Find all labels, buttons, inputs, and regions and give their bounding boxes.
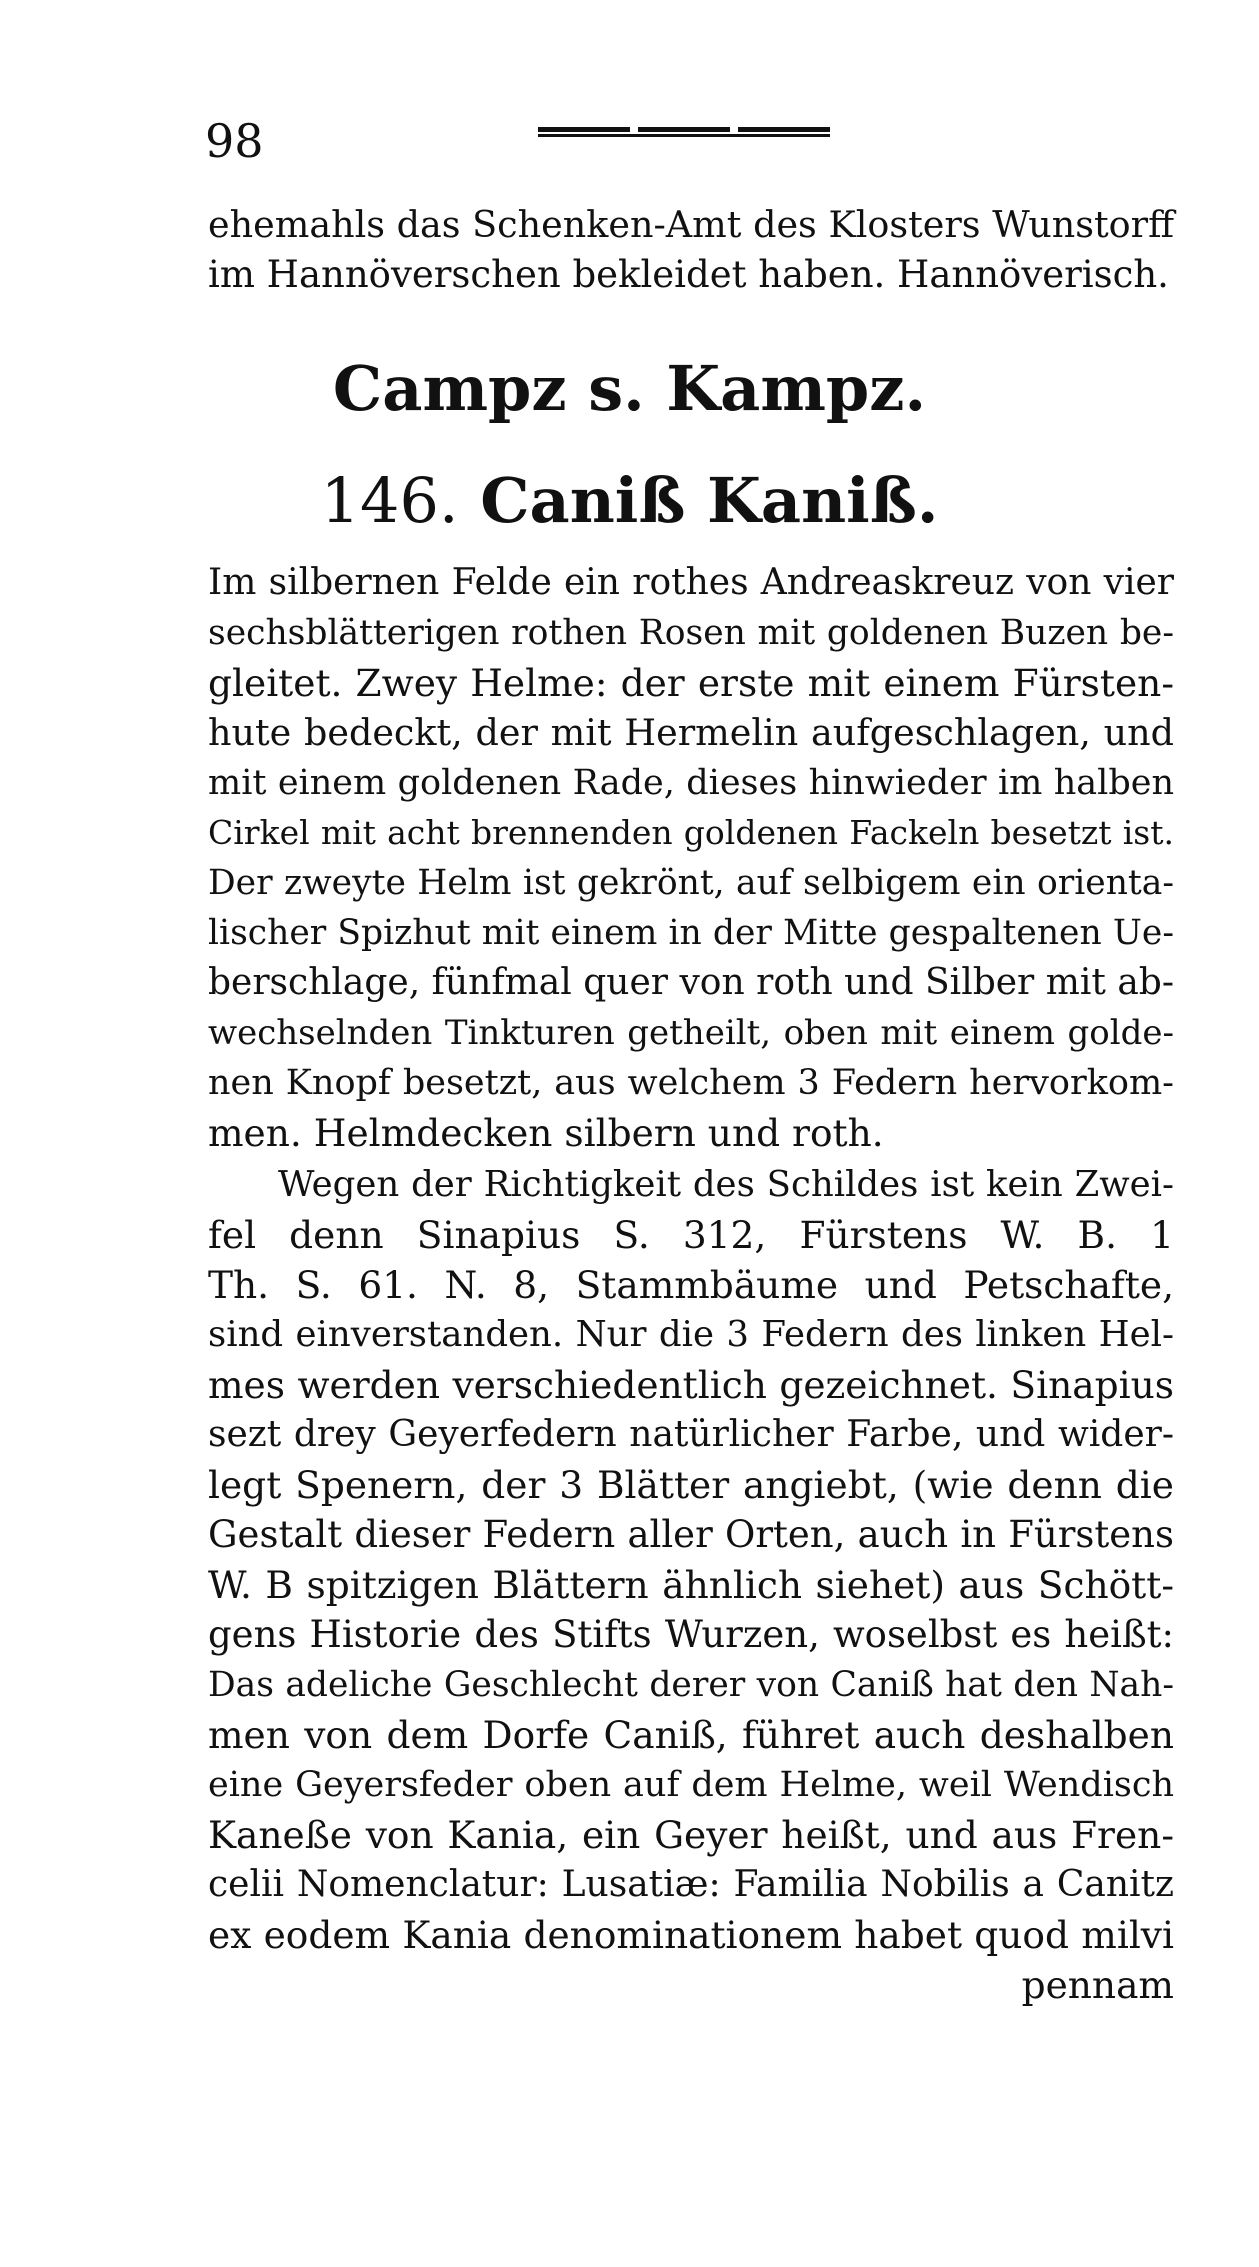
text-line: Kaneße von Kania, ein Geyer heißt, und aus Fren- [208,1813,1174,1857]
text-line: sezt drey Geyerfedern natürlicher Farbe, und wider- [208,1414,1174,1455]
header-rule-segment [638,127,730,132]
text-line: eine Geyersfeder oben auf dem Helme, weil Wendisch [208,1765,1174,1805]
text-line: legt Spenern, der 3 Blätter angiebt, (wie denn die [208,1463,1174,1507]
text-line: mes werden verschiedentlich gezeichnet. Sinapius [208,1363,1174,1407]
text-line: men von dem Dorfe Caniß, führet auch deshalben [208,1713,1174,1757]
text-line: mit einem goldenen Rade, dieses hinwieder im halben [208,763,1174,803]
entry-number: 146. [320,464,459,537]
text-line: men. Helmdecken silbern und roth. [208,1111,884,1155]
text-line: im Hannöverschen bekleidet haben. Hannöverisch. [208,253,1169,296]
page-number: 98 [205,114,264,168]
text-line: Th. S. 61. N. 8, Stammbäume und Petschafte, [208,1263,1174,1307]
text-line: lischer Spizhut mit einem in der Mitte gespaltenen Ue- [208,913,1174,953]
text-line: ehemahls das Schenken-Amt des Klosters Wunstorff [208,203,1174,246]
text-line: gleitet. Zwey Helme: der erste mit einem Fürsten- [208,661,1174,705]
text-line: sechsblätterigen rothen Rosen mit goldenen Buzen be- [208,613,1174,653]
header-rule-segment [538,134,830,137]
text-line: hute bedeckt, der mit Hermelin aufgeschlagen, und [208,711,1174,754]
text-line: fel denn Sinapius S. 312, Fürstens W. B. 1 [208,1213,1174,1257]
paragraph-2 [208,1160,1174,2010]
text-line: ex eodem Kania denominationem habet quod milvi [208,1913,1174,1957]
text-line: gens Historie des Stifts Wurzen, woselbst es heißt: [208,1613,1174,1656]
entry-title: Caniß Kaniß. [480,464,939,537]
paragraph-1 [208,558,1174,1158]
cross-reference-heading: Campz s. Kampz. [332,352,927,425]
header-rule-segment [538,127,630,132]
catchword: pennam [1021,1963,1174,2007]
text-line: Im silbernen Felde ein rothes Andreaskreuz von vier [208,562,1174,603]
text-line: W. B spitzigen Blättern ähnlich siehet) aus Schött- [208,1563,1174,1607]
header-rule [538,127,830,139]
text-line: Wegen der Richtigkeit des Schildes ist kein Zwei- [278,1164,1174,1205]
text-line: Cirkel mit acht brennenden goldenen Fackeln besetzt ist. [208,813,1174,852]
text-line: celii Nomenclatur: Lusatiæ: Familia Nobilis a Canitz [208,1864,1174,1905]
intro-text [208,200,1174,300]
text-line: Das adeliche Geschlecht derer von Caniß hat den Nah- [208,1665,1174,1705]
text-line: Der zweyte Helm ist gekrönt, auf selbigem ein orienta- [208,863,1174,903]
text-line: Gestalt dieser Federn aller Orten, auch in Fürstens [208,1513,1174,1556]
entry-heading [0,464,1259,537]
text-line: wechselnden Tinkturen getheilt, oben mit einem golde- [208,1013,1174,1053]
text-line: nen Knopf besetzt, aus welchem 3 Federn hervorkom- [208,1063,1174,1103]
text-line: sind einverstanden. Nur die 3 Federn des linken Hel- [208,1314,1174,1355]
text-line: berschlage, fünfmal quer von roth und Silber mit ab- [208,962,1174,1003]
header-rule-segment [738,127,830,132]
